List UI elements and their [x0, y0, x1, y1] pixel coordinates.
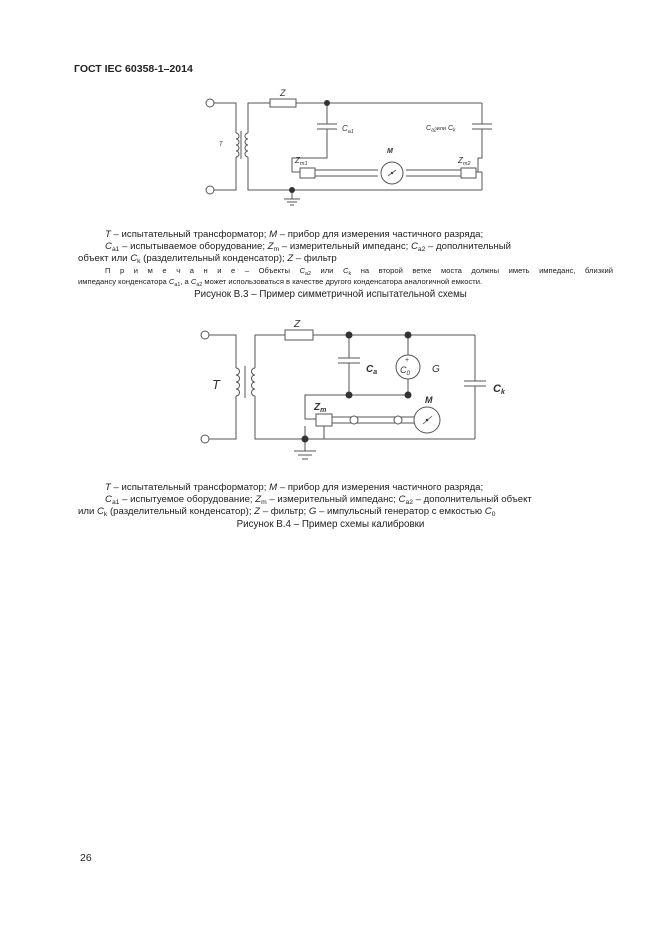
fig4-terminal-top — [201, 331, 209, 339]
fig3-legend-line3: объект или $C_k$ (разделительный конденсатор); Z – фильтр — [78, 253, 337, 265]
fig4-secondary-coil — [252, 368, 255, 396]
fig4-zm-box — [316, 414, 332, 426]
fig4-primary-coil — [236, 368, 240, 396]
document-header: ГОСТ IEC 60358-1–2014 — [74, 63, 193, 75]
fig4-label-ck: Ck — [493, 383, 505, 396]
fig4-legend-line2: $C_{a1}$ – испытуемое оборудование; $Z_m$ – измерительный импеданс; $C_{a2}$ – дополнительный объект — [105, 494, 532, 506]
fig4-legend-line1: T – испытательный трансформатор; M – прибор для измерения частичного разряда; — [105, 482, 484, 493]
fig4-label-ca: $C_a$ — [366, 364, 378, 376]
fig4-filter-z — [285, 330, 313, 340]
fig3-note-line2: импедансу конденсатора $C_{a1}$, а $C_{a2}$ может использоваться в качестве другого конденсатора аналогичной емкости. — [78, 277, 483, 288]
page-number: 26 — [80, 852, 92, 864]
fig4-label-m: M — [425, 395, 433, 405]
fig4-label-g: G — [432, 364, 440, 375]
fig4-title: Рисунок В.4 – Пример схемы калибровки — [236, 519, 425, 530]
fig3-label-t: T — [219, 142, 223, 148]
fig3-title: Рисунок В.3 – Пример симметричной испытательной схемы — [194, 289, 467, 300]
fig4-terminal-bottom — [201, 435, 209, 443]
fig3-label-ca1: $C_{a1}$ — [342, 124, 354, 135]
fig4-legend-line3: или $C_k$ (разделительный конденсатор); Z – фильтр; G – импульсный генератор с емкостью $C_0$ — [78, 506, 496, 518]
fig4-label-t: T — [212, 377, 220, 392]
svg-text:+: + — [405, 357, 410, 364]
fig3-label-ca2-or-ck: $C_{a2}^{или}$ $C_k$ — [426, 125, 456, 134]
fig3-label-zm1: $Z_{m1}$ — [295, 156, 308, 167]
fig3-note: П р и м е ч а н и е – Объекты $C_{a2}$ или $C_k$ на второй ветке моста должны иметь импеданс, близкий — [105, 266, 613, 277]
fig3-legend-line2: $C_{a1}$ – испытываемое оборудование; $Z_m$ – измерительный импеданс; $C_{a2}$ – дополнительный — [105, 241, 512, 253]
fig3-legend-line1: T – испытательный трансформатор; M – прибор для измерения частичного разряда; — [105, 229, 484, 240]
fig3-label-m: M — [387, 148, 393, 155]
fig3-label-z: Z — [280, 88, 286, 98]
fig4-label-z: Z — [294, 319, 301, 330]
fig4-label-zm: $Z_m$ — [314, 402, 327, 414]
fig4-label-c0: $C_0$ — [400, 365, 411, 377]
fig3-label-zm2: $Z_{m2}$ — [458, 156, 471, 167]
